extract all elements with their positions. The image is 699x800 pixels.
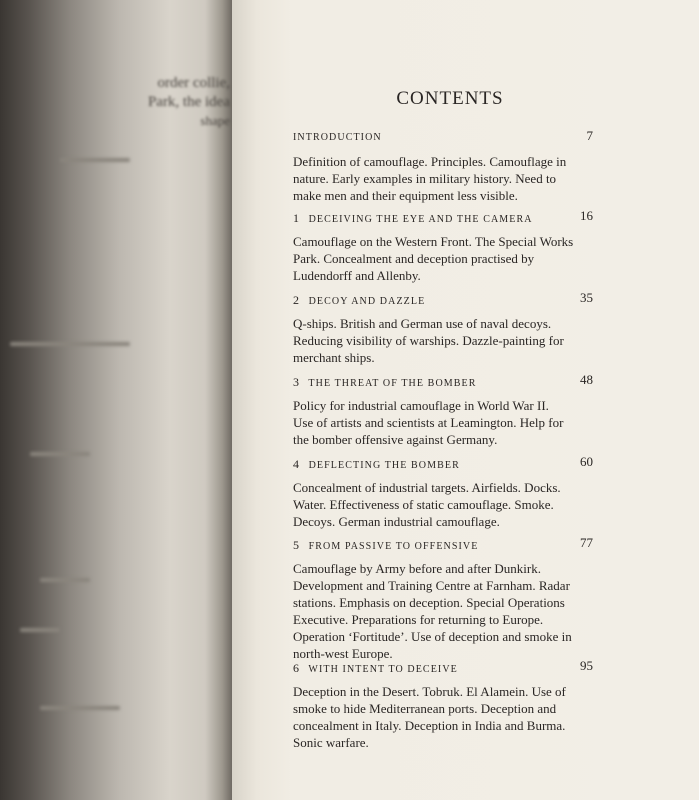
- entry-heading-row: [293, 658, 593, 675]
- description-line: nature. Early examples in military history. Need to: [293, 171, 557, 186]
- entry-heading: INTRODUCTION: [293, 132, 382, 143]
- description-line: Camouflage on the Western Front. The Special Works: [293, 234, 574, 249]
- toc-entry-chapter-2: [293, 290, 593, 366]
- description-line: smoke to hide Mediterranean ports. Deception and: [293, 701, 557, 716]
- entry-page-number: 7: [586, 128, 593, 143]
- description-line: Policy for industrial camouflage in World War II.: [293, 398, 549, 413]
- blur-mark: [20, 628, 60, 632]
- description-line: stations. Emphasis on deception. Special Operations: [293, 595, 565, 610]
- description-line: Development and Training Centre at Farnham. Radar: [293, 578, 570, 593]
- entry-page-number: 35: [580, 290, 593, 305]
- description-line: Ludendorff and Allenby.: [293, 268, 421, 283]
- chapter-number: 1: [293, 211, 299, 225]
- entry-description: [293, 560, 593, 662]
- left-facing-page: [0, 0, 232, 800]
- left-page-fragment: shape: [200, 113, 230, 128]
- entry-heading-row: [293, 454, 593, 471]
- description-line: Decoys. German industrial camouflage.: [293, 514, 500, 529]
- blur-mark: [40, 706, 120, 710]
- description-line: Executive. Preparations for returning to Europe.: [293, 612, 544, 627]
- entry-heading: DECEIVING THE EYE AND THE CAMERA: [308, 214, 533, 225]
- left-page-fragment: order collie,: [157, 75, 230, 91]
- blur-mark: [30, 452, 90, 456]
- description-line: the bomber offensive against Germany.: [293, 432, 498, 447]
- description-line: Definition of camouflage. Principles. Camouflage in: [293, 154, 567, 169]
- blur-mark: [40, 578, 90, 582]
- description-line: Park. Concealment and deception practised by: [293, 251, 535, 266]
- toc-entry-chapter-6: [293, 658, 593, 751]
- description-line: make men and their equipment less visible.: [293, 188, 518, 203]
- entry-page-number: 95: [580, 658, 593, 673]
- description-line: merchant ships.: [293, 350, 375, 365]
- entry-heading: DECOY AND DAZZLE: [308, 296, 426, 307]
- entry-description: [293, 479, 593, 530]
- description-line: Operation ‘Fortitude’. Use of deception and smoke in: [293, 629, 572, 644]
- description-line: Camouflage by Army before and after Dunkirk.: [293, 561, 542, 576]
- entry-description: [293, 153, 593, 204]
- entry-heading-row: [293, 535, 593, 552]
- entry-heading-row: [293, 128, 593, 145]
- entry-heading-row: [293, 208, 593, 225]
- chapter-number: 6: [293, 661, 299, 675]
- entry-heading-row: [293, 290, 593, 307]
- entry-page-number: 16: [580, 208, 593, 223]
- toc-entry-chapter-4: [293, 454, 593, 530]
- entry-page-number: 60: [580, 454, 593, 469]
- toc-entry-chapter-5: [293, 535, 593, 662]
- description-line: concealment in Italy. Deception in India and Burma.: [293, 718, 566, 733]
- page-title: CONTENTS: [396, 88, 504, 109]
- entry-description: [293, 315, 593, 366]
- chapter-number: 5: [293, 538, 299, 552]
- description-line: Reducing visibility of warships. Dazzle-painting for: [293, 333, 564, 348]
- description-line: Water. Effectiveness of static camouflage. Smoke.: [293, 497, 554, 512]
- description-line: Concealment of industrial targets. Airfields. Docks.: [293, 480, 561, 495]
- description-line: north-west Europe.: [293, 646, 393, 661]
- description-line: Deception in the Desert. Tobruk. El Alamein. Use of: [293, 684, 566, 699]
- blur-mark: [10, 342, 130, 346]
- toc-entry-chapter-3: [293, 372, 593, 448]
- left-page-fragment: Park, the idea: [147, 94, 230, 110]
- toc-entry-introduction: [293, 128, 593, 204]
- entry-heading: FROM PASSIVE TO OFFENSIVE: [308, 541, 479, 552]
- chapter-number: 3: [293, 375, 299, 389]
- entry-heading: THE THREAT OF THE BOMBER: [308, 378, 477, 389]
- entry-page-number: 77: [580, 535, 593, 550]
- description-line: Use of artists and scientists at Leamington. Help for: [293, 415, 564, 430]
- toc-entry-chapter-1: [293, 208, 593, 284]
- entry-description: [293, 683, 593, 751]
- entry-description: [293, 233, 593, 284]
- blur-mark: [60, 158, 130, 162]
- chapter-number: 2: [293, 293, 299, 307]
- description-line: Q-ships. British and German use of naval decoys.: [293, 316, 552, 331]
- chapter-number: 4: [293, 457, 299, 471]
- entry-heading-row: [293, 372, 593, 389]
- entry-page-number: 48: [580, 372, 593, 387]
- entry-heading: DEFLECTING THE BOMBER: [308, 460, 460, 471]
- entry-heading: WITH INTENT TO DECEIVE: [308, 664, 458, 675]
- description-line: Sonic warfare.: [293, 735, 369, 750]
- entry-description: [293, 397, 593, 448]
